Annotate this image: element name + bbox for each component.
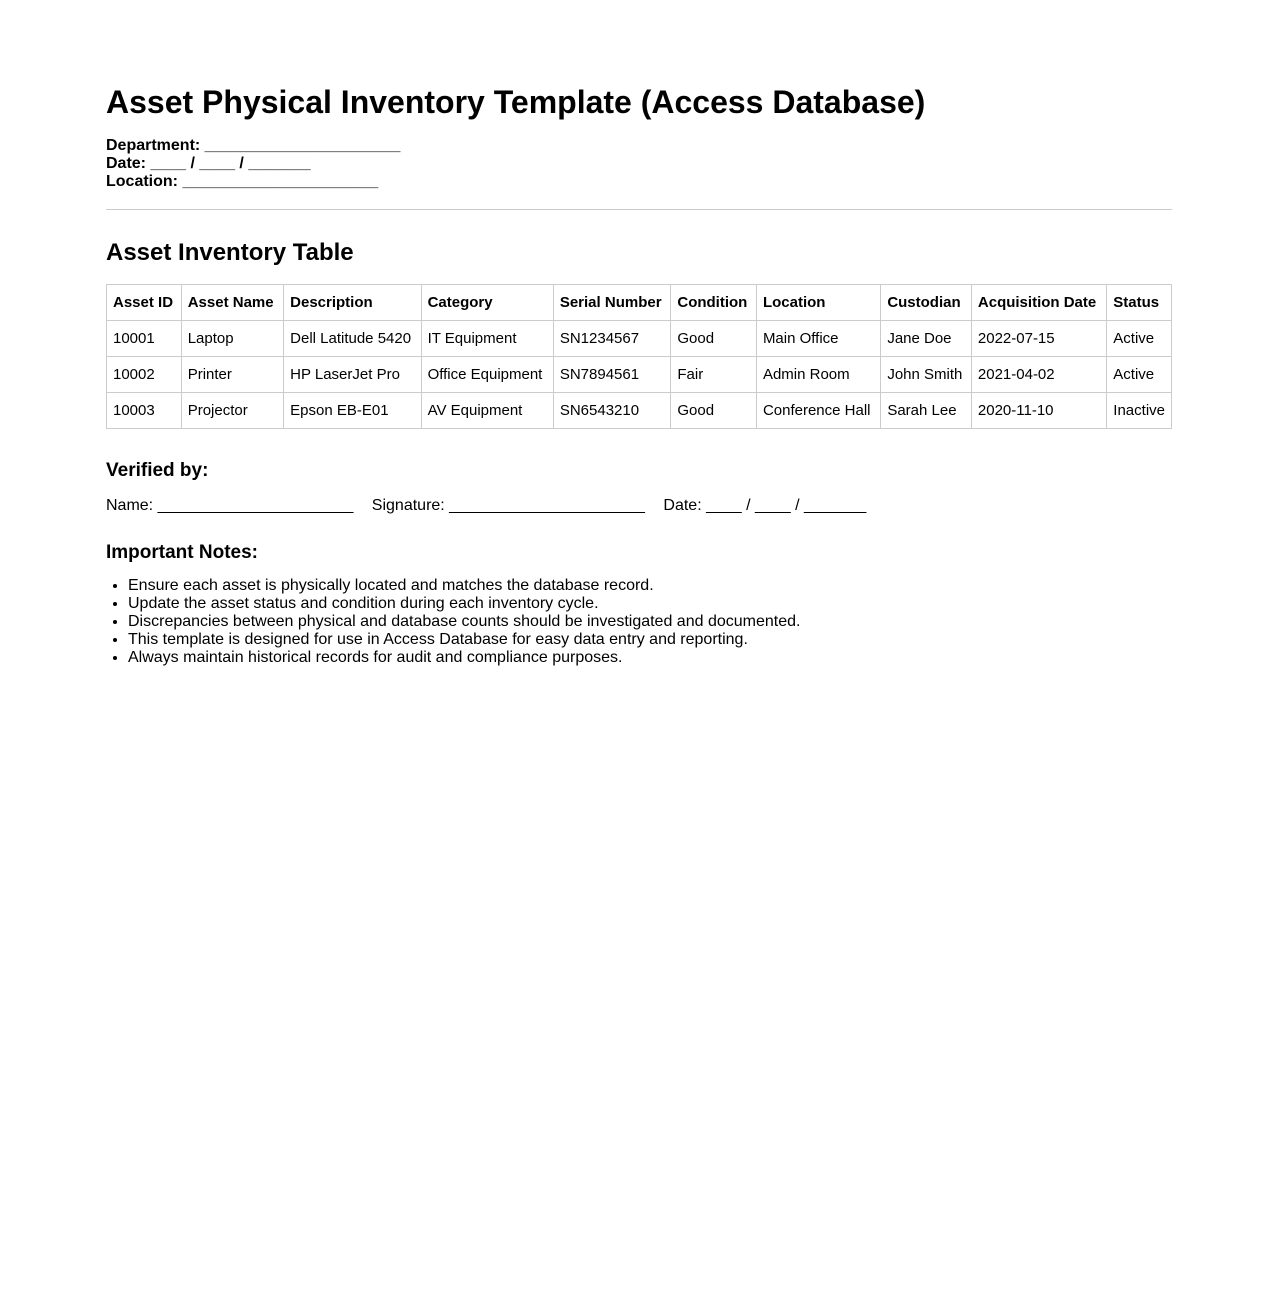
column-header: Serial Number — [553, 285, 671, 321]
column-header: Description — [284, 285, 421, 321]
table-cell: Inactive — [1107, 393, 1172, 429]
table-cell: HP LaserJet Pro — [284, 357, 421, 393]
table-header-row — [107, 285, 1172, 321]
table-cell: 2021-04-02 — [971, 357, 1106, 393]
list-item: • Update the asset status and condition during each inventory cycle. — [128, 595, 1172, 613]
table-cell: Sarah Lee — [881, 393, 972, 429]
table-cell: Jane Doe — [881, 321, 972, 357]
list-item: • This template is designed for use in Access Database for easy data entry and reporting. — [128, 631, 1172, 649]
notes-list — [106, 577, 1172, 667]
column-header: Custodian — [881, 285, 972, 321]
column-header: Location — [756, 285, 880, 321]
column-header: Acquisition Date — [971, 285, 1106, 321]
table-cell: IT Equipment — [421, 321, 553, 357]
verifier-name-field: Name: ______________________ — [106, 497, 354, 514]
table-cell: SN7894561 — [553, 357, 671, 393]
date-field: Date: ____ / ____ / _______ — [106, 155, 311, 172]
table-cell: John Smith — [881, 357, 972, 393]
document-meta — [106, 137, 1172, 191]
table-cell: 10001 — [107, 321, 182, 357]
table-cell: Active — [1107, 321, 1172, 357]
table-cell: Main Office — [756, 321, 880, 357]
table-cell: 10002 — [107, 357, 182, 393]
table-cell: Admin Room — [756, 357, 880, 393]
table-cell: Laptop — [181, 321, 283, 357]
column-header: Status — [1107, 285, 1172, 321]
column-header: Condition — [671, 285, 757, 321]
location-field: Location: ______________________ — [106, 173, 379, 190]
verification-fields — [106, 496, 1172, 516]
list-item: • Discrepancies between physical and database counts should be investigated and documented. — [128, 613, 1172, 631]
table-cell: Dell Latitude 5420 — [284, 321, 421, 357]
table-cell: Active — [1107, 357, 1172, 393]
table-cell: 2022-07-15 — [971, 321, 1106, 357]
divider — [106, 209, 1172, 210]
verified-by-heading: Verified by: — [106, 460, 209, 481]
table-row — [107, 357, 1172, 393]
list-item: • Ensure each asset is physically located and matches the database record. — [128, 577, 1172, 595]
column-header: Asset Name — [181, 285, 283, 321]
table-cell: Office Equipment — [421, 357, 553, 393]
table-cell: Printer — [181, 357, 283, 393]
column-header: Category — [421, 285, 553, 321]
asset-inventory-table — [106, 284, 1172, 429]
notes-heading: Important Notes: — [106, 542, 258, 563]
table-cell: 10003 — [107, 393, 182, 429]
table-heading: Asset Inventory Table — [106, 239, 354, 266]
column-header: Asset ID — [107, 285, 182, 321]
verification-date-field: Date: ____ / ____ / _______ — [663, 497, 867, 514]
table-cell: SN6543210 — [553, 393, 671, 429]
table-cell: Fair — [671, 357, 757, 393]
signature-field: Signature: ______________________ — [371, 497, 645, 514]
list-item: • Always maintain historical records for audit and compliance purposes. — [128, 649, 1172, 667]
table-row — [107, 393, 1172, 429]
page-title: Asset Physical Inventory Template (Access Database) — [106, 84, 926, 120]
table-cell: Epson EB-E01 — [284, 393, 421, 429]
table-cell: Conference Hall — [756, 393, 880, 429]
table-cell: Good — [671, 321, 757, 357]
table-cell: SN1234567 — [553, 321, 671, 357]
document-page — [106, 0, 1172, 667]
table-cell: 2020-11-10 — [971, 393, 1106, 429]
table-row — [107, 321, 1172, 357]
table-cell: AV Equipment — [421, 393, 553, 429]
department-field: Department: ______________________ — [106, 137, 401, 154]
table-cell: Good — [671, 393, 757, 429]
table-cell: Projector — [181, 393, 283, 429]
